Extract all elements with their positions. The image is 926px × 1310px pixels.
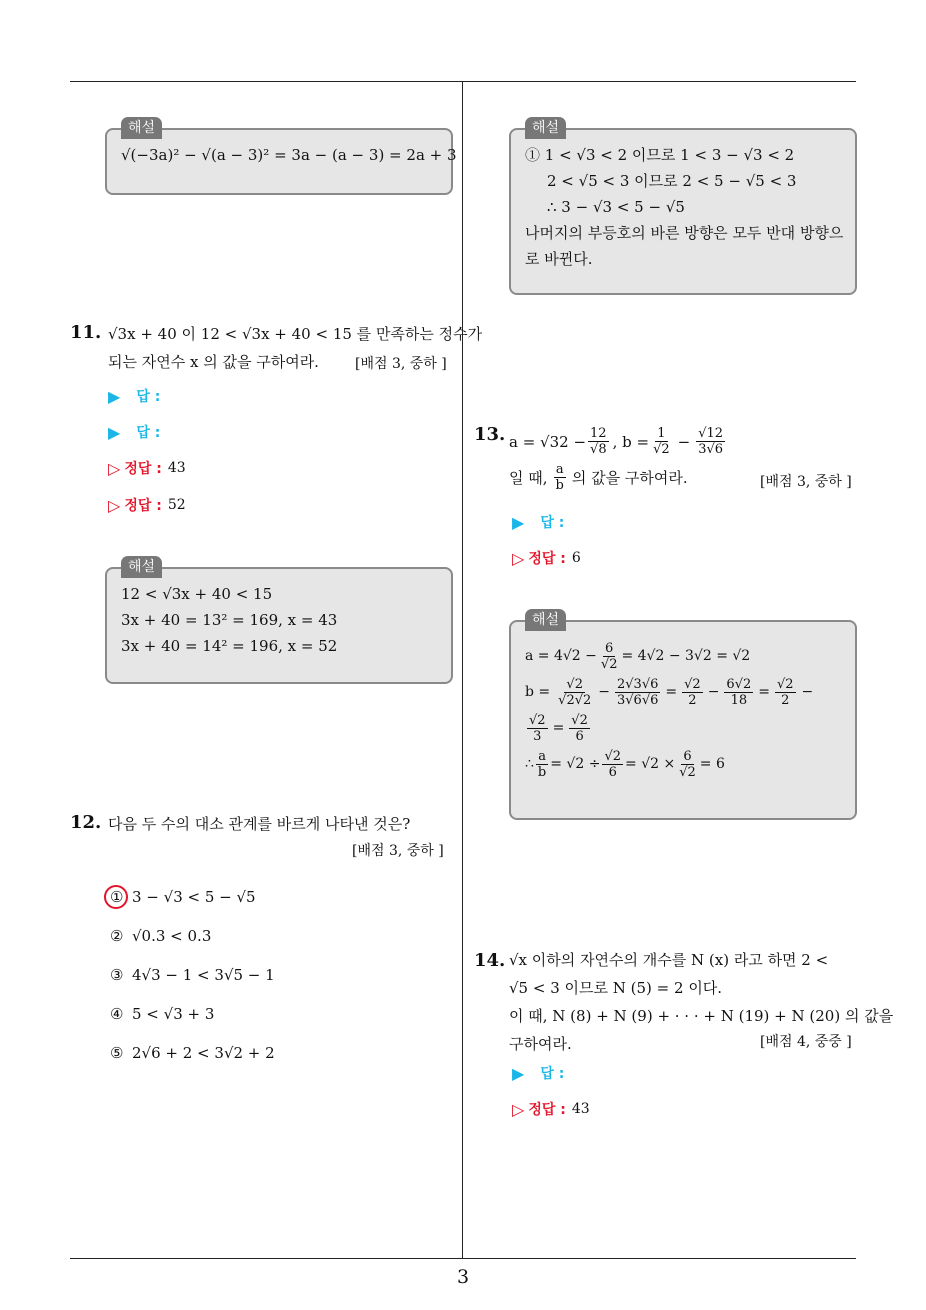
choice-number: ③ [110,966,124,984]
solution-line: ∴ 3 − √3 < 5 − √5 [547,198,685,216]
sol-fraction [615,677,660,708]
solution-line: 로 바뀐다. [525,250,593,268]
solution-tag: 해설 [121,556,162,578]
choice-number: ⑤ [110,1044,124,1062]
correct-answer-value: 43 [571,1101,590,1117]
answer-arrow-icon: ▶ [512,1063,525,1083]
solution-line [525,674,841,710]
question-number-13: 13. [474,424,506,445]
q13-b-fraction-2 [696,426,725,457]
q13-b-fraction-1 [651,426,672,457]
frac-denominator: √2√2 [558,692,592,708]
choice-4[interactable] [110,1005,214,1023]
solution-line: 12 < √3x + 40 < 15 [121,585,273,603]
sol-text: = [665,684,678,700]
sol-text: a = 4√2 − [525,648,597,664]
answer-arrow-icon: ▶ [108,386,121,406]
correct-answer-label: 정답 : [124,498,162,514]
sol-fraction [602,749,623,780]
solution-line: 3x + 40 = 14² = 196, x = 52 [121,637,338,655]
frac-denominator: 6 [608,764,617,780]
sol-text: − [598,684,610,700]
frac-numerator: 12 [590,426,607,441]
frac-denominator: 18 [730,692,748,708]
solution-box-q11 [105,559,453,684]
correct-answer-label: 정답 : [528,1102,566,1118]
q13-ab-fraction [554,462,566,493]
q13-text-suffix: 의 값을 구하여라. [571,468,688,487]
question-11-level: [배점 3, 중하 ] [355,356,447,372]
solution-line [525,710,841,746]
sol-fraction [527,713,548,744]
solution-line: 2 < √5 < 3 이므로 2 < 5 − √5 < 3 [547,172,797,190]
choice-number: ① [110,888,124,906]
sol-text: ∴ [525,756,534,772]
q13-b-lhs: , b = [612,432,650,451]
solution-tag: 해설 [121,117,162,139]
question-14-line1: √x 이하의 자연수의 개수를 N (x) 라고 하면 2 < [509,951,829,969]
q13-minus: − [677,432,691,451]
answer-label: 답 : [136,425,161,441]
question-number-14: 14. [474,950,506,971]
question-13-line2 [509,462,688,493]
solution-tag: 해설 [525,609,566,631]
frac-numerator: √12 [698,426,724,441]
answer-row-blank[interactable] [512,512,564,532]
correct-answer-label: 정답 : [124,461,162,477]
sol-fraction [536,749,548,780]
frac-numerator: 6√2 [726,676,752,692]
bottom-rule [70,1258,856,1259]
solution-line: 나머지의 부등호의 바른 방향은 모두 반대 방향으 [525,224,844,242]
solution-tag: 해설 [525,117,566,139]
q13-a-fraction [588,426,609,457]
answer-row-blank[interactable] [512,1063,564,1083]
sol-fraction [677,749,698,780]
solution-box-q13 [509,612,857,820]
frac-denominator: √8 [590,442,607,457]
question-14-line4: 구하여라. [509,1035,572,1053]
choice-number: ④ [110,1005,124,1023]
frac-denominator: 2 [688,692,697,708]
answer-row-blank[interactable] [108,386,160,406]
frac-numerator: √2 [529,712,546,728]
question-13-formula [509,426,727,457]
correct-answer-value: 43 [167,460,186,476]
frac-denominator: b [537,764,547,780]
sol-fraction [682,677,703,708]
correct-answer-triangle-icon: ▷ [108,495,121,515]
frac-numerator: a [538,748,546,764]
q13-text-prefix: 일 때, [509,468,548,487]
frac-numerator: 2√3√6 [617,676,659,692]
frac-denominator: 3 [533,728,542,744]
frac-numerator: √2 [604,748,622,764]
frac-denominator: 3√6√6 [617,692,659,708]
choice-text: 3 − √3 < 5 − √5 [132,888,256,906]
answer-arrow-icon: ▶ [108,422,121,442]
solution-line [525,746,841,782]
sol-fraction [556,677,593,708]
solution-line: 3x + 40 = 13² = 169, x = 43 [121,611,338,629]
choice-3[interactable] [110,966,275,984]
column-divider [462,82,463,1258]
correct-answer-row [512,1099,590,1119]
question-14-line3: 이 때, N (8) + N (9) + · · · + N (19) + N (20) 의 값을 [509,1007,894,1025]
correct-answer-triangle-icon: ▷ [512,548,525,568]
sol-text: = [552,720,565,736]
sol-fraction [775,677,796,708]
frac-denominator: √2 [600,656,618,672]
choice-text: 2√6 + 2 < 3√2 + 2 [132,1044,275,1062]
sol-text: = √2 ÷ [550,756,601,772]
page-number: 3 [456,1266,470,1288]
correct-answer-row [108,458,186,478]
frac-denominator: 6 [575,728,584,744]
question-13-level: [배점 3, 중하 ] [760,474,852,490]
answer-label: 답 : [136,389,161,405]
frac-denominator: b [555,478,564,493]
frac-numerator: 6 [683,748,692,764]
frac-denominator: √2 [653,442,670,457]
correct-answer-triangle-icon: ▷ [108,458,121,478]
choice-number: ② [110,927,124,945]
sol-text: = √2 × [625,756,676,772]
question-number-12: 12. [70,812,102,833]
frac-numerator: √2 [566,676,583,692]
sol-fraction [724,677,753,708]
choice-text: 5 < √3 + 3 [132,1005,215,1023]
frac-numerator: √2 [684,676,701,692]
correct-answer-row [108,495,186,515]
choice-5[interactable] [110,1044,275,1062]
solution-line: ① 1 < √3 < 2 이므로 1 < 3 − √3 < 2 [525,146,795,164]
correct-answer-value: 52 [167,497,186,513]
answer-arrow-icon: ▶ [512,512,525,532]
sol-text: − [801,684,814,700]
correct-answer-triangle-icon: ▷ [512,1099,525,1119]
top-rule [70,81,856,82]
solution-box-q10 [105,120,457,195]
frac-numerator: a [555,462,564,477]
frac-denominator: 3√6 [698,442,724,457]
question-14-line2: √5 < 3 이므로 N (5) = 2 이다. [509,979,723,997]
answer-label: 답 : [540,1066,565,1082]
question-11-line1: √3x + 40 이 12 < √3x + 40 < 15 를 만족하는 정수가 [108,325,483,343]
q13-a-lhs: a = √32 − [509,432,587,451]
sol-text: b = [525,684,551,700]
sol-fraction [569,713,590,744]
correct-answer-label: 정답 : [528,551,566,567]
question-14-level: [배점 4, 중중 ] [760,1034,852,1050]
choice-text: 4√3 − 1 < 3√5 − 1 [132,966,275,984]
correct-answer-value: 6 [571,550,581,566]
choice-2[interactable] [110,927,211,945]
question-11-line2: 되는 자연수 x 의 값을 구하여라. [108,353,319,371]
sol-fraction [599,641,620,672]
correct-answer-row [512,548,581,568]
frac-numerator: √2 [776,676,794,692]
frac-numerator: √2 [571,712,588,728]
frac-numerator: 6 [605,640,614,656]
question-12-level: [배점 3, 중하 ] [352,843,444,859]
answer-label: 답 : [540,515,565,531]
answer-row-blank[interactable] [108,422,160,442]
sol-text: = 4√2 − 3√2 = √2 [621,648,751,664]
sol-text: = [758,684,770,700]
question-number-11: 11. [70,322,102,343]
frac-denominator: 2 [781,692,790,708]
solution-line [525,638,841,674]
solution-box-q12 [509,120,857,295]
frac-numerator: 1 [657,426,666,441]
solution-line: √(−3a)² − √(a − 3)² = 3a − (a − 3) = 2a + 3 [121,146,457,164]
choice-text: √0.3 < 0.3 [132,927,212,945]
choice-1[interactable] [110,888,256,906]
sol-text: − [707,684,720,700]
question-12-text: 다음 두 수의 대소 관계를 바르게 나타낸 것은? [108,815,411,833]
sol-text: = 6 [699,756,725,772]
frac-denominator: √2 [679,764,696,780]
